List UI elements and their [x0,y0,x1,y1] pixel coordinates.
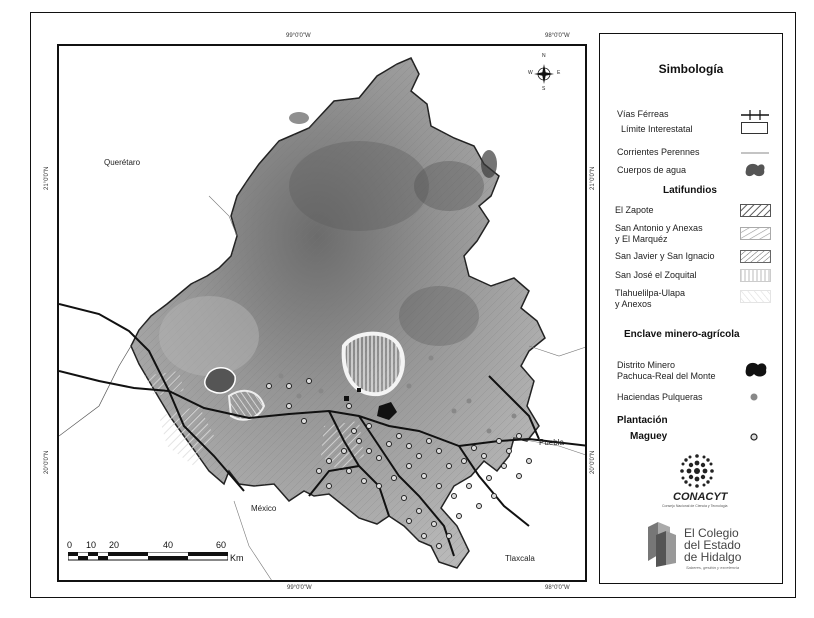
colegio-subtext: Saberes, gestión y excelencia [686,565,740,570]
legend-san-javier: San Javier y San Ignacio [615,251,715,261]
compass-w: W [528,70,533,76]
coord-bottom-right: 98°0'0"W [545,585,570,591]
label-queretaro: Querétaro [104,158,141,167]
scale-unit: Km [230,553,244,563]
legend-panel [599,33,783,584]
legend-tlahuelilpa-2: y Anexos [615,299,652,309]
legend-latifundios: Latifundios [663,185,717,196]
colegio-text-3: de Hidalgo [684,550,742,564]
label-tlaxcala: Tlaxcala [505,554,535,563]
conacyt-text: CONACYT [673,491,728,503]
stream-icon [741,151,769,155]
pattern-san-antonio-icon [740,227,772,241]
compass-n: N [542,53,546,59]
legend-limite: Límite Interestatal [621,124,693,134]
interstate-limit-icon [741,122,769,135]
legend-san-antonio-1: San Antonio y Anexas [615,223,703,233]
pattern-san-jose-icon [740,269,772,283]
legend-zapote: El Zapote [615,205,654,215]
coord-right-bottom: 20°0'0"N [590,450,596,474]
legend-vias: Vías Férreas [617,109,669,119]
compass-e: E [557,70,561,76]
colegio-text-1: El Colegio [684,526,739,540]
legend-enclave: Enclave minero-agrícola [624,329,740,340]
legend-cuerpos: Cuerpos de agua [617,165,687,175]
coord-right-top: 21°0'0"N [590,166,596,190]
legend-tlahuelilpa-1: Tlahuelilpa-Ulapa [615,288,686,298]
railway-symbol-icon [741,110,769,120]
maguey-dot-icon [749,432,759,442]
legend-maguey: Maguey [630,431,668,442]
legend-title: Simbología [658,62,724,76]
coord-top-right: 98°0'0"W [545,33,570,39]
pattern-san-javier-icon [740,250,772,264]
legend-corrientes: Corrientes Perennes [617,147,700,157]
coord-left-top: 21°0'0"N [44,166,50,190]
colegio-text-2: del Estado [684,538,741,552]
pattern-zapote-icon [740,204,772,218]
legend-plantacion: Plantación [617,415,668,426]
colegio-logo-icon [644,521,680,567]
legend-distrito-2: Pachuca-Real del Monte [617,371,716,381]
map-panel [57,44,587,582]
coord-bottom-left: 99°0'0"W [287,585,312,591]
conacyt-logo-icon [678,452,716,490]
label-puebla: Puebla [539,438,564,447]
mining-district-icon [744,361,768,379]
coord-left-bottom: 20°0'0"N [44,450,50,474]
conacyt-subtext: Consejo Nacional de Ciencia y Tecnología [662,504,728,508]
coord-top-left: 99°0'0"W [286,33,311,39]
legend-distrito-1: Distrito Minero [617,360,676,370]
legend-haciendas: Haciendas Pulqueras [617,392,703,402]
scale-bar: 0 10 20 40 60 Km [67,540,244,563]
pattern-tlahuelilpa-icon [740,290,772,304]
hacienda-dot-icon [749,392,759,402]
water-body-icon [744,162,766,178]
map-canvas [59,46,587,582]
legend-san-antonio-2: y El Marquéz [615,234,668,244]
label-mexico: México [251,504,277,513]
legend-san-jose: San José el Zoquital [615,270,697,280]
compass-icon [534,64,554,84]
latifundio-san-jose-el-zoquital [344,334,403,395]
compass-s: S [542,86,546,92]
